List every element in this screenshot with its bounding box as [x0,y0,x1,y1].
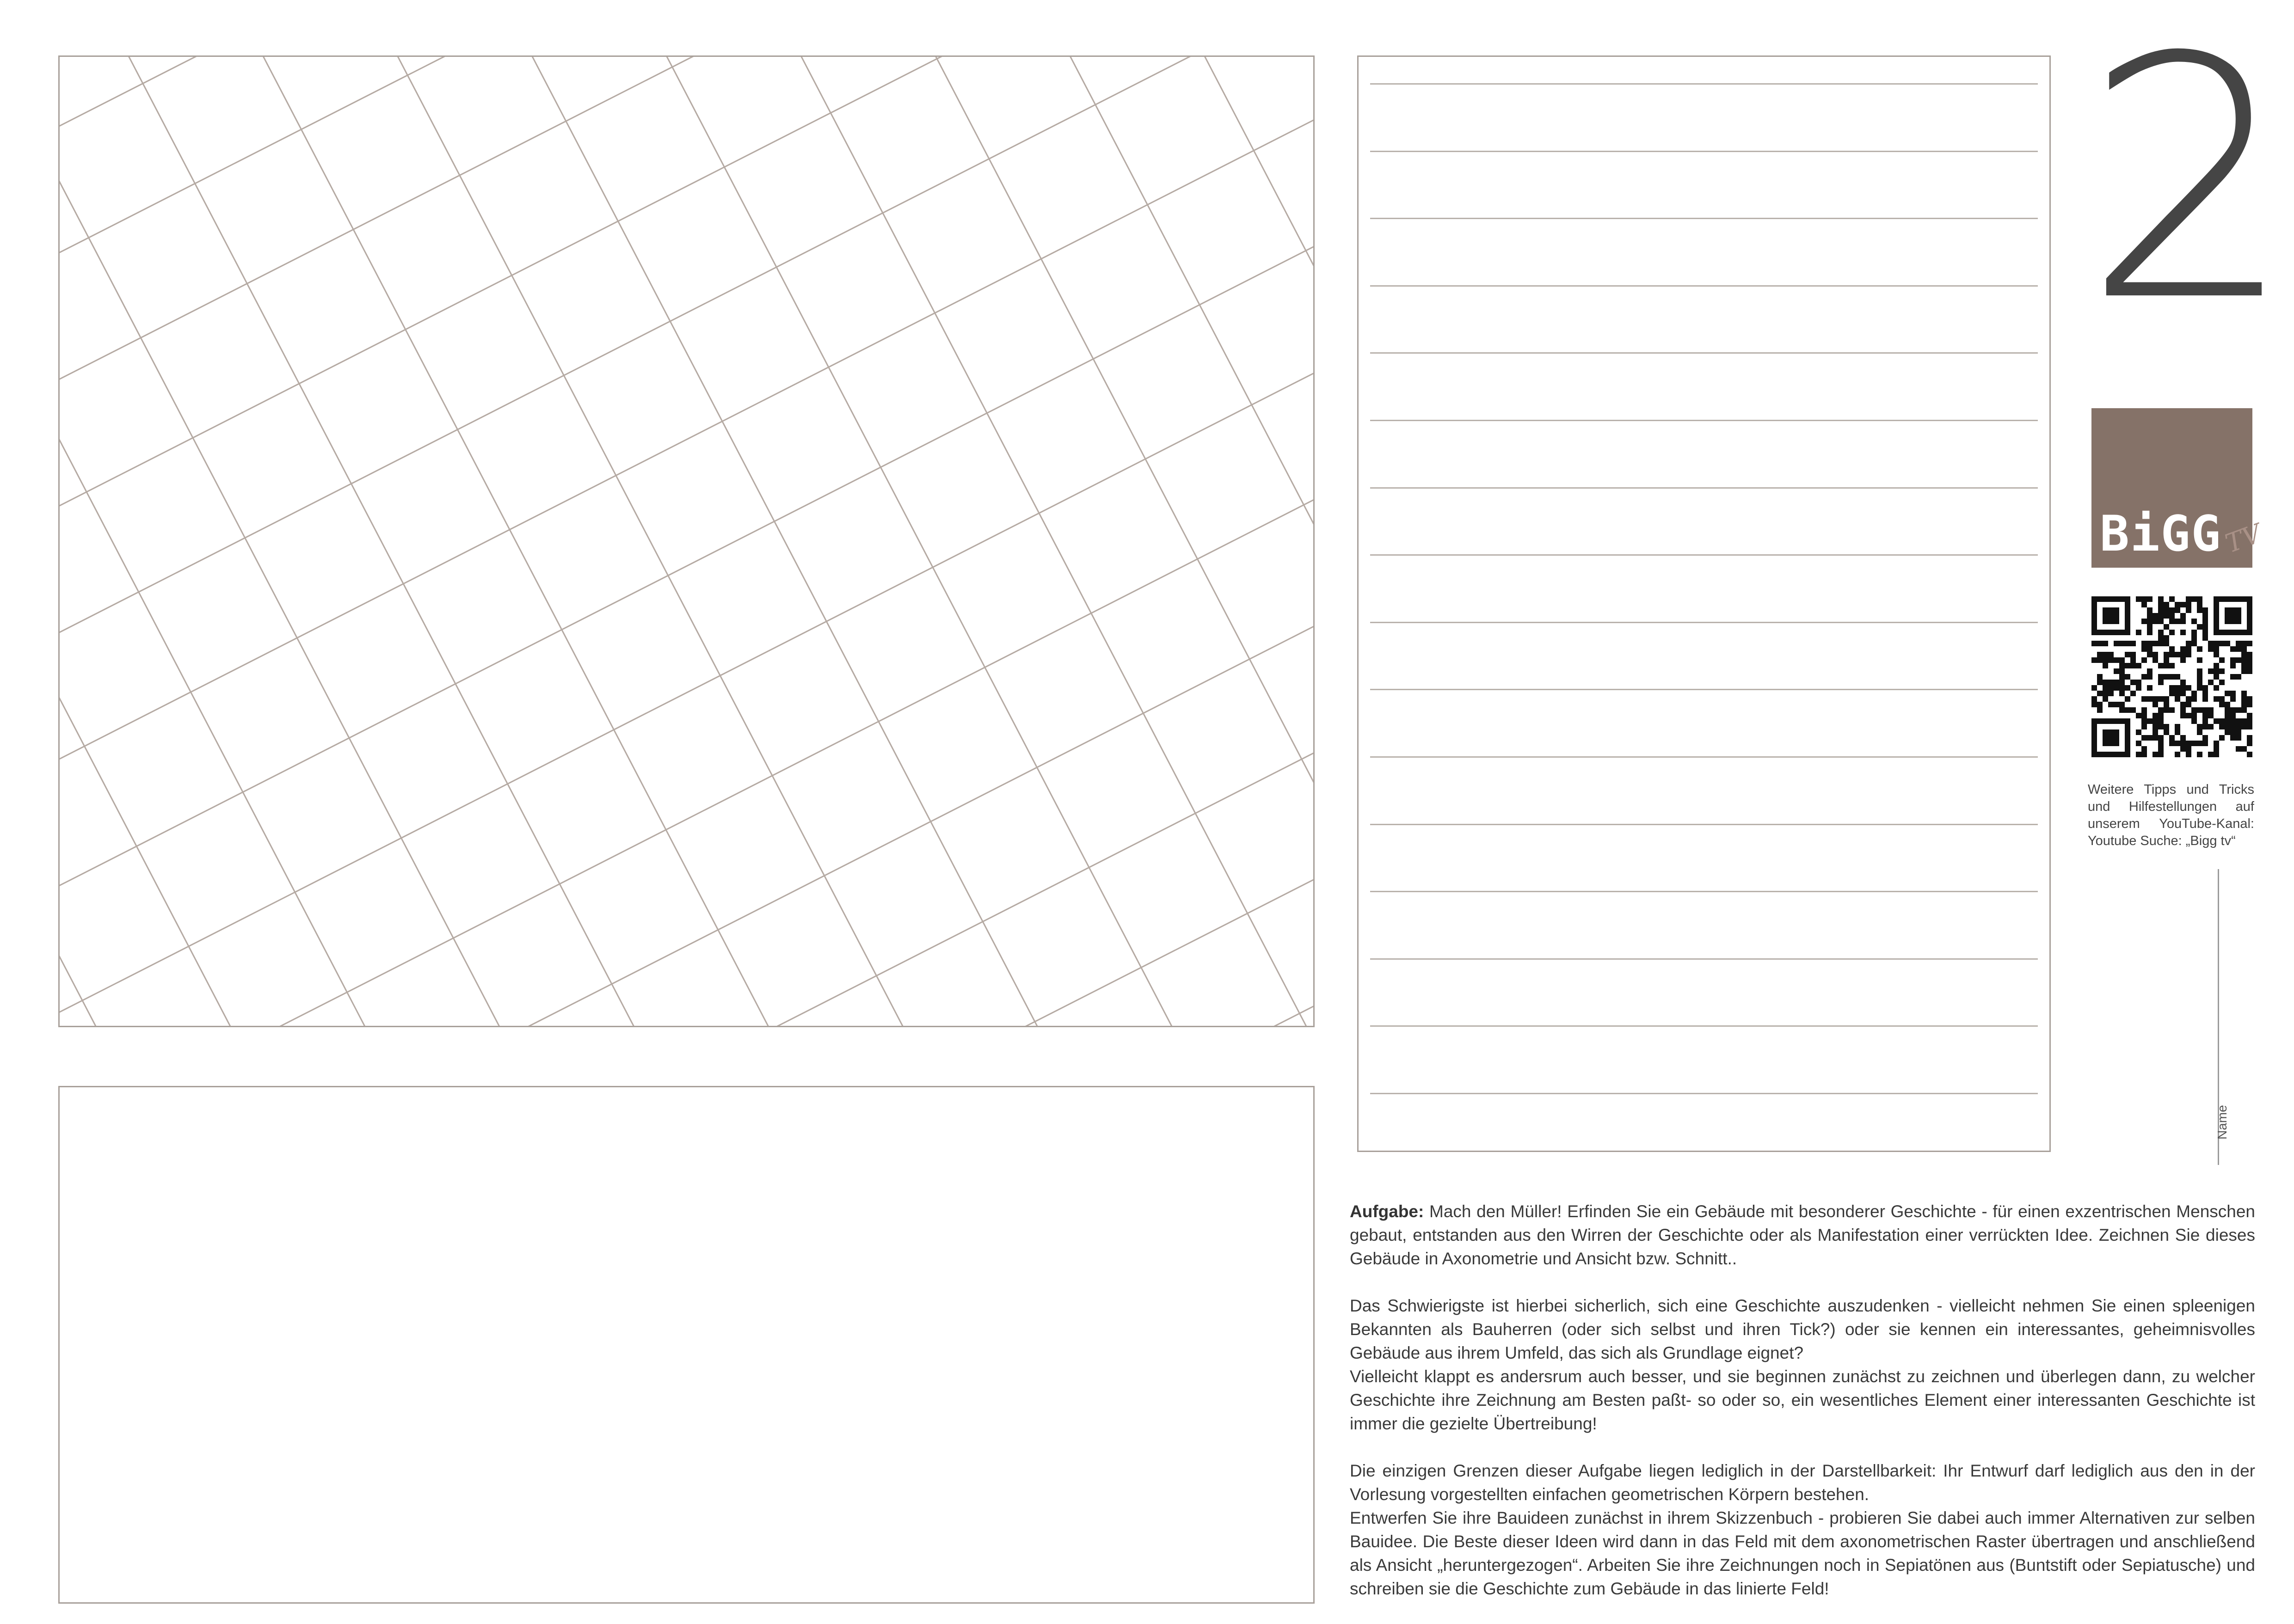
youtube-tips-text: Weitere Tipps und Tricks und Hilfestellungen auf unserem YouTube-Kanal: Youtube Suche: „Bigg tv“ [2088,782,2254,848]
grid-line [60,57,1313,1026]
elevation-drawing-field[interactable] [58,1086,1315,1604]
task-heading: Aufgabe: [1350,1202,1424,1221]
grid-line [60,57,1313,1026]
grid-line [60,57,1313,1026]
grid-line [60,57,1313,1026]
grid-line [60,57,1313,1026]
grid-line [60,57,1313,165]
lined-story-field[interactable] [1357,55,2051,1152]
task-text: Die einzigen Grenzen dieser Aufgabe liegen lediglich in der Darstellbarkeit: Ihr Entwurf darf lediglich aus den in der Vorlesung vorgestellten einfachen geometrischen Körpern bestehen. [1350,1461,2255,1504]
grid-line [60,259,1313,1026]
grid-line [60,57,1184,1026]
grid-line [60,57,1313,567]
ruled-line [1370,1093,2038,1094]
grid-line [60,57,1313,1026]
ruled-line [1370,83,2038,85]
task-paragraph-story [1350,1294,2255,1435]
task-description [1350,1200,2255,1624]
ruled-line [1370,285,2038,287]
grid-line [420,57,1313,1026]
grid-line [60,57,1313,1026]
axonometric-grid [60,57,1313,1026]
grid-line [60,57,1313,1026]
axonometric-grid-field[interactable] [58,55,1315,1027]
grid-line [60,57,1313,1026]
grid-line [60,57,1313,1026]
ruled-line [1370,1025,2038,1027]
grid-line [60,662,1313,1026]
grid-line [60,57,1313,1026]
grid-line [60,57,1313,969]
grid-line [60,57,1313,1026]
grid-line [60,57,1313,1026]
grid-line [60,561,1313,1026]
ruled-line [1370,420,2038,421]
grid-line [60,57,1078,1026]
grid-line [60,159,1313,1026]
sheet-number: 2 [2083,0,2291,374]
grid-line [60,57,1313,1026]
grid-line [60,57,231,1026]
ruled-line [1370,352,2038,354]
grid-line [60,57,1313,1026]
ruled-line [1370,218,2038,219]
logo-suffix: TV [2221,518,2266,559]
grid-line [60,57,443,1026]
ruled-line [1370,622,2038,623]
grid-line [60,57,866,1026]
grid-line [209,57,1313,1026]
grid-line [60,57,1313,1026]
grid-line [60,57,1313,1026]
ruled-line [1370,689,2038,690]
grid-line [60,57,1313,1026]
grid-line [60,57,1313,64]
grid-line [60,57,1313,1026]
grid-line [60,57,1313,1026]
ruled-line [1370,756,2038,758]
grid-line [60,57,1313,366]
ruled-line [1370,824,2038,825]
qr-code-icon[interactable] [2091,596,2252,757]
grid-line [60,57,1313,1026]
ruled-line [1370,487,2038,489]
grid-line [60,57,1313,1026]
grid-line [60,57,1313,868]
ruled-line [1370,891,2038,892]
grid-line [60,57,1290,1026]
grid-line [60,57,1313,668]
task-text: Vielleicht klappt es andersrum auch besser, und sie beginnen zunächst zu zeichnen und überlegen dann, zu welcher Geschichte ihre Zeichnung am Besten paßt- so oder so, ein wesentliches Element einer interessanten Geschichte ist immer die gezielte Übertreibung! [1350,1367,2255,1433]
task-text: Entwerfen Sie ihre Bauideen zunächst in ihrem Skizzenbuch - probieren Sie dabei auch immer Alternativen zur selben Bauidee. Die Beste dieser Ideen wird dann in das Feld mit dem axonometrischen Raster übertragen und anschließend als Ansicht „heruntergezogen“. Arbeiten Sie ihre Zeichnungen noch in Sepiatönen aus (Buntstift oder Sepiatusche) und schreiben sie die Geschichte zum Gebäude in das linierte Feld! [1350,1508,2255,1598]
grid-line [60,57,1313,1026]
grid-line [60,57,549,1026]
grid-line [60,57,1313,1026]
grid-line [60,57,1313,1026]
grid-line [60,57,1313,466]
grid-line [103,57,1313,1026]
ruled-line [1370,554,2038,556]
task-intro-text: Mach den Müller! Erfinden Sie ein Gebäude mit besonderer Geschichte - für einen exzentrischen Menschen gebaut, entstanden aus den Wirren der Geschichte oder als Manifestation einer verrückten Idee. Zeichnen Sie dieses Gebäude in Axonometrie und Ansicht bzw. Schnitt.. [1350,1202,2256,1268]
grid-line [60,57,1313,768]
ruled-line [1370,958,2038,960]
bigg-tv-logo [2091,408,2266,568]
task-intro-paragraph [1350,1200,2255,1270]
grid-line [60,57,1313,1026]
name-label: Name [2215,1105,2229,1140]
task-paragraph-rules [1350,1459,2255,1600]
logo-text: BiGG [2100,505,2222,562]
ruled-line [1370,151,2038,152]
grid-line [738,57,1313,1026]
grid-line [60,57,337,1026]
grid-line [60,460,1313,1026]
task-text: Das Schwierigste ist hierbei sicherlich, sich eine Geschichte auszudenken - vielleicht nehmen Sie einen spleenigen Bekannten als Bauherren (oder sich selbst und ihren Tick?) oder sie kennen ein interessantes, geheimnisvolles Gebäude aus ihrem Umfeld, das sich als Grundlage eignet? [1350,1296,2255,1362]
grid-line [60,57,1313,1026]
